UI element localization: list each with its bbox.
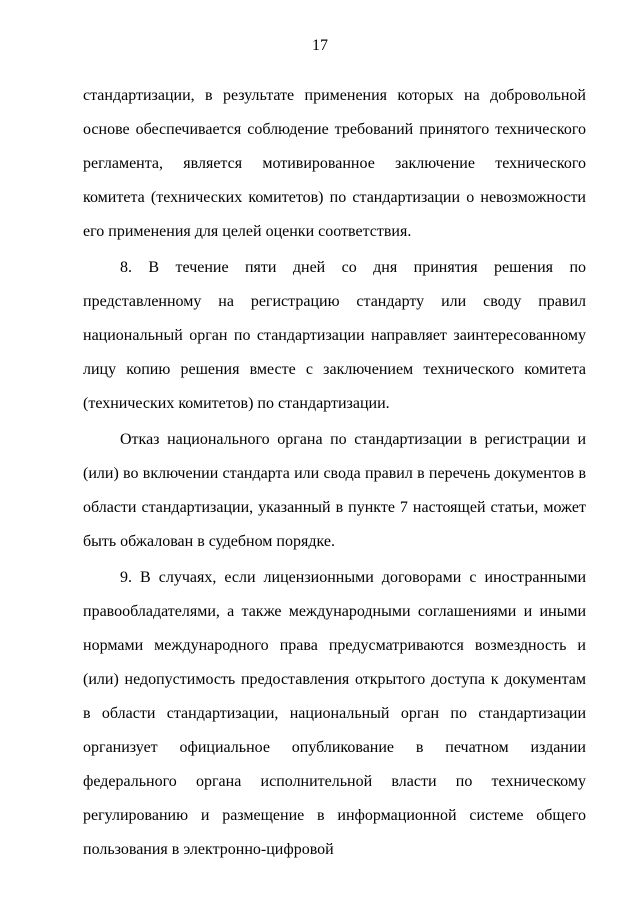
paragraph-item-9: 9. В случаях, если лицензионными договорами с иностранными правообладателями, а также международными соглашениями и иными нормами международного права предусматриваются возмездность и (или) недопустимость предоставления открытого доступа к документам в области стандартизации, национальный орган по стандартизации организует официальное опубликование в печатном издании федерального органа исполнительной власти по техническому регулированию и размещение в информационной системе общего пользования в электронно-цифровой: [83, 569, 586, 858]
document-body: [83, 79, 586, 867]
paragraph-refusal-appeal: Отказ национального органа по стандартизации в регистрации и (или) во включении стандарта или свода правил в перечень документов в области стандартизации, указанный в пункте 7 настоящей статьи, может быть обжалован в судебном порядке.: [83, 431, 586, 550]
page-number: 17: [312, 37, 328, 54]
paragraph-continuation: стандартизации, в результате применения которых на добровольной основе обеспечивается соблюдение требований принятого технического регламента, является мотивированное заключение технического комитета (технических комитетов) по стандартизации о невозможности его применения для целей оценки соответствия.: [83, 87, 586, 240]
paragraph-item-8: 8. В течение пяти дней со дня принятия решения по представленному на регистрацию стандарту или своду правил национальный орган по стандартизации направляет заинтересованному лицу копию решения вместе с заключением технического комитета (технических комитетов) по стандартизации.: [83, 259, 586, 412]
